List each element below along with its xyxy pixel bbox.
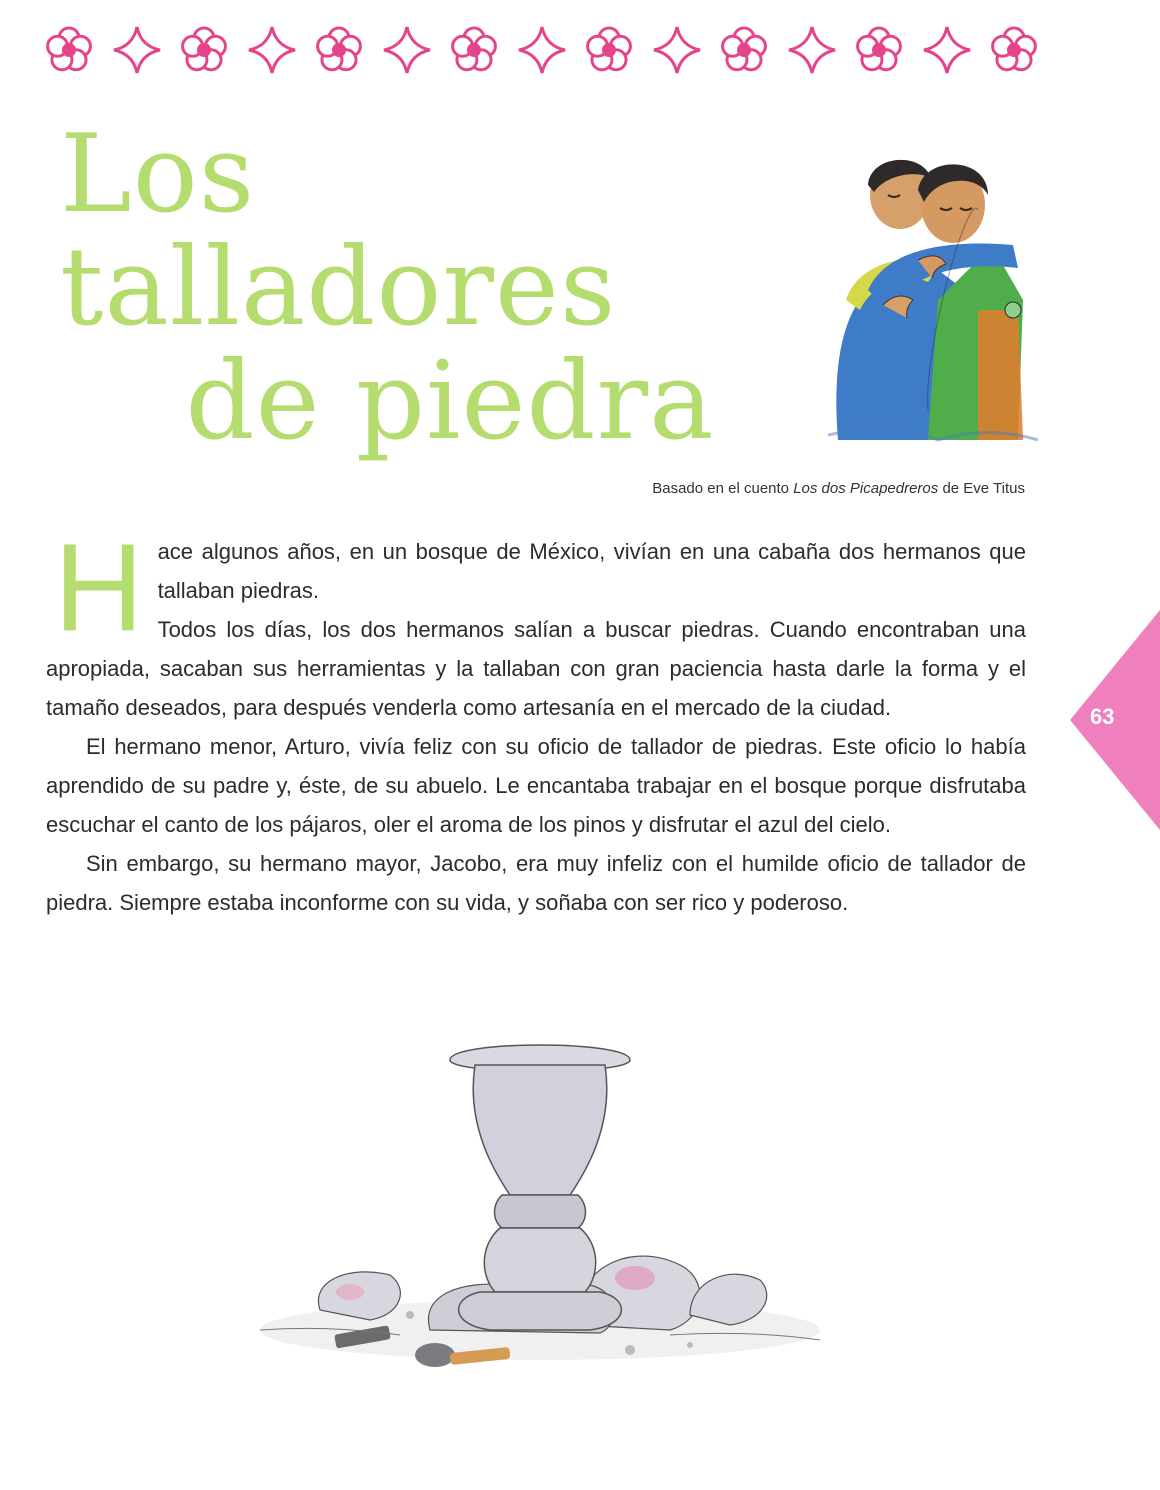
four-point-star-icon — [652, 25, 702, 75]
paragraph-3: El hermano menor, Arturo, vivía feliz con su oficio de tallador de piedras. Este oficio lo había aprendido de su padre y, éste, de su abuelo. Le encantaba trabajar en el bosque porque disfrutaba escuchar el canto de los pájaros, oler el aroma de los pinos y disfrutar el azul del cielo. — [46, 734, 1026, 837]
credit-work-title: Los dos Picapedreros — [793, 480, 939, 497]
paragraph-4: Sin embargo, su hermano mayor, Jacobo, era muy infeliz con el humilde oficio de tallador de piedra. Siempre estaba inconforme con su vida, y soñaba con ser rico y poderoso. — [46, 851, 1026, 915]
flower-icon — [584, 25, 634, 75]
paragraph-1 — [46, 519, 1026, 657]
flower-icon — [449, 25, 499, 75]
credit-suffix: de Eve Titus — [938, 480, 1025, 497]
four-point-star-icon — [247, 25, 297, 75]
four-point-star-icon — [112, 25, 162, 75]
four-point-star-icon — [517, 25, 567, 75]
flower-icon — [179, 25, 229, 75]
flower-icon — [854, 25, 904, 75]
four-point-star-icon — [787, 25, 837, 75]
page-title — [60, 112, 840, 464]
drop-cap: H — [54, 519, 144, 657]
brothers-hugging-illustration — [828, 150, 1038, 445]
ornament-border — [44, 20, 1039, 80]
flower-icon — [44, 25, 94, 75]
paragraph-2: Todos los días, los dos hermanos salían a buscar piedras. Cuando encontraban una apropiada, sacaban sus herramientas y la tallaban con gran paciencia hasta darle la forma y el tamaño deseados, para después venderla como artesanía en el mercado de la ciudad. — [46, 617, 1026, 720]
flower-icon — [719, 25, 769, 75]
four-point-star-icon — [382, 25, 432, 75]
source-credit — [652, 480, 1025, 497]
title-line-1: Los talladores — [60, 112, 617, 351]
story-text — [46, 519, 1026, 922]
flower-icon — [989, 25, 1039, 75]
title-line-2: de piedra — [185, 338, 715, 464]
flower-icon — [314, 25, 364, 75]
credit-prefix: Basado en el cuento — [652, 480, 794, 497]
four-point-star-icon — [922, 25, 972, 75]
carved-stone-cup-illustration — [250, 1030, 830, 1430]
page-number: 63 — [1090, 704, 1115, 729]
paragraph-1-text: ace algunos años, en un bosque de México, vivían en una cabaña dos hermanos que tallaban piedras. — [157, 539, 1026, 603]
